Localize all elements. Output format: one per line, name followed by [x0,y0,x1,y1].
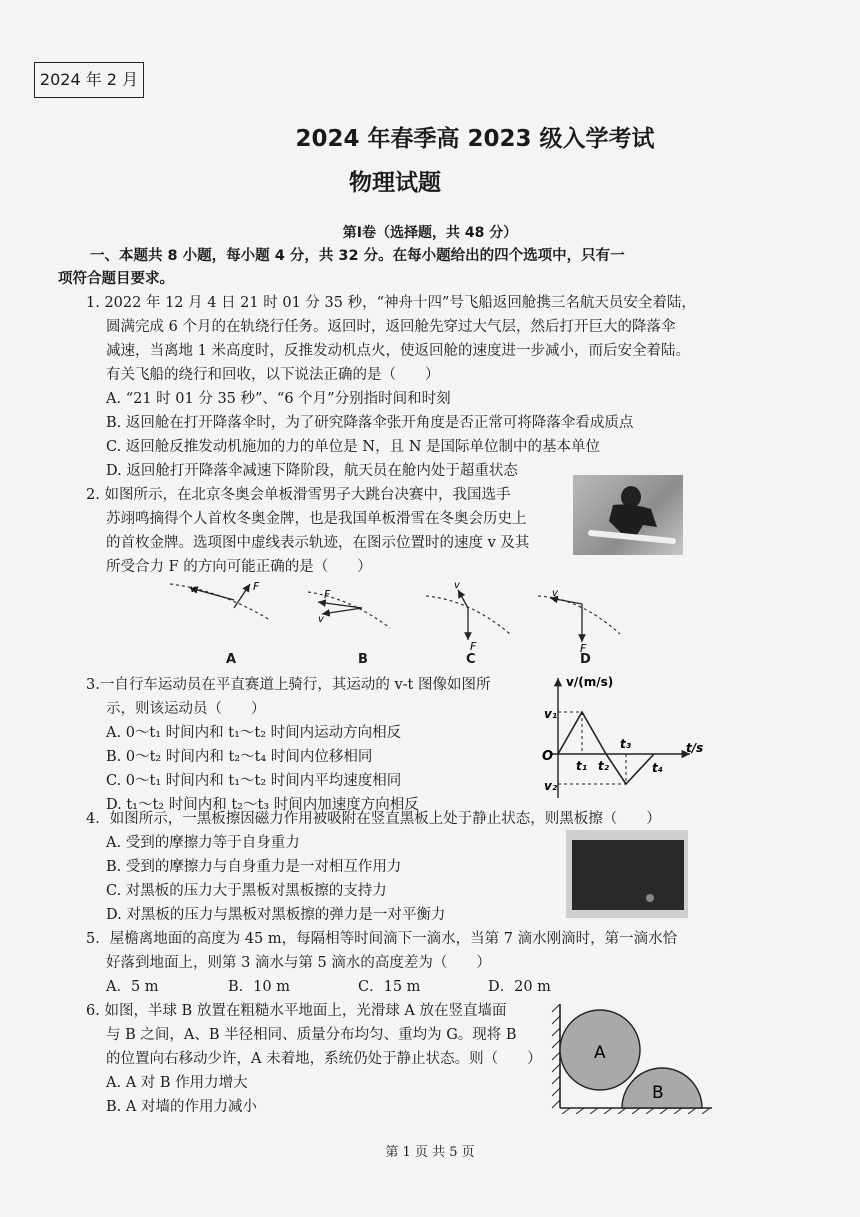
q1-option-b: B. 返回舱在打开降落伞时，为了研究降落伞张开角度是否正常可将降落伞看成质点 [106,415,634,431]
exam-subtitle: 物理试题 [349,170,441,196]
blackboard [572,840,684,910]
snowboarder-photo [573,475,683,555]
sphere-a-label: A [594,1043,606,1063]
q3-option-c: C. 0～t₁ 时间内和 t₁～t₂ 时间内平均速度相同 [106,773,402,789]
q4-option-d: D. 对黑板的压力与黑板对黑板擦的弹力是一对平衡力 [106,907,446,923]
section-title: 第Ⅰ卷（选择题，共 48 分） [342,225,518,241]
section-intro-line2: 项符合题目要求。 [58,271,174,287]
vt-ylabel: v/(m/s) [566,675,614,689]
q2-line: 2. 如图所示，在北京冬奥会单板滑雪男子大跳台决赛中，我国选手 [86,487,511,503]
q2-a-force-label: F [253,580,260,593]
q6-spheres-diagram [548,1004,716,1114]
q4-option-c: C. 对黑板的压力大于黑板对黑板擦的支持力 [106,883,387,899]
q3-line: 示，则该运动员（ ） [106,701,266,717]
q3-line: 3.一自行车运动员在平直赛道上骑行，其运动的 v-t 图像如图所 [86,677,491,693]
vt-t2: t₂ [598,759,609,773]
q1-option-a: A. “21 时 01 分 35 秒”、“6 个月”分别指时间和时刻 [106,391,451,407]
q4-option-a: A. 受到的摩擦力等于自身重力 [106,835,300,851]
q2-line: 所受合力 F 的方向可能正确的是（ ） [106,559,372,575]
q3-option-a: A. 0～t₁ 时间内和 t₁～t₂ 时间内运动方向相反 [106,725,402,741]
q1-option-d: D. 返回舱打开降落伞减速下降阶段，航天员在舱内处于超重状态 [106,463,518,479]
q4-line: 4．如图所示，一黑板擦因磁力作用被吸附在竖直黑板上处于静止状态，则黑板擦（ ） [86,811,661,827]
exam-title: 2024 年春季高 2023 级入学考试 [295,126,655,152]
q5-line: 好落到地面上，则第 3 滴水与第 5 滴水的高度差为（ ） [106,955,491,971]
q1-line: 圆满完成 6 个月的在轨绕行任务。返回时，返回舱先穿过大气层，然后打开巨大的降落伞 [106,319,676,335]
q2-line: 的首枚金牌。选项图中虚线表示轨迹，在图示位置时的速度 v 及其 [106,535,530,551]
q2-b-force-label: F [324,588,331,601]
section-intro-line1: 一、本题共 8 小题，每小题 4 分，共 32 分。在每小题给出的四个选项中，只有一 [90,248,625,264]
q2-line: 苏翊鸣摘得个人首枚冬奥金牌，也是我国单板滑雪在冬奥会历史上 [106,511,527,527]
q2-d-velocity-label: v [552,588,558,599]
q6-line: 的位置向右移动少许，A 未着地，系统仍处于静止状态。则（ ） [106,1051,542,1067]
vt-t1: t₁ [576,759,587,773]
q4-option-b: B. 受到的摩擦力与自身重力是一对相互作用力 [106,859,402,875]
q6-option-a: A. A 对 B 作用力增大 [106,1075,248,1091]
q2-b-velocity-label: v [318,614,324,625]
q2-d-force-label: F [580,642,587,655]
q3-option-d: D. t₁～t₂ 时间内和 t₂～t₃ 时间内加速度方向相反 [106,797,419,813]
q1-line: 有关飞船的绕行和回收，以下说法正确的是（ ） [106,367,440,383]
vt-t4: t₄ [652,761,663,775]
q2-c-velocity-label: v [454,580,460,591]
q6-option-b: B. A 对墙的作用力减小 [106,1099,257,1115]
q6-line: 与 B 之间，A、B 半径相同、质量分布均匀、重均为 G。现将 B [106,1027,517,1043]
q2-c-force-label: F [470,640,477,653]
q3-option-b: B. 0～t₂ 时间内和 t₂～t₄ 时间内位移相同 [106,749,373,765]
q5-line: 5．屋檐离地面的高度为 45 m，每隔相等时间滴下一滴水，当第 7 滴水刚滴时，第一滴水恰 [86,931,678,947]
hemisphere-b-label: B [652,1083,664,1103]
q5-option-a: A．5 m [106,979,159,995]
blackboard-photo [566,830,688,918]
q2-label-a: A [226,652,237,667]
q5-option-b: B．10 m [228,979,290,995]
q5-option-c: C．15 m [358,979,421,995]
q1-line: 减速，当离地 1 米高度时，反推发动机点火，使返回舱的速度进一步减小，而后安全着陆。 [106,343,690,359]
vt-xlabel: t/s [686,741,704,755]
q2-label-c: C [466,652,476,667]
q2-a-velocity-label: v [190,584,196,595]
snowboarder-figure [573,475,683,555]
q2-label-b: B [358,652,368,667]
date-label: 2024 年 2 月 [34,62,144,98]
vt-line [558,712,654,784]
vt-t3: t₃ [620,737,631,751]
q6-line: 6. 如图，半球 B 放置在粗糙水平地面上，光滑球 A 放在竖直墙面 [86,1003,507,1019]
eraser [646,894,654,902]
q5-option-d: D．20 m [488,979,551,995]
vt-v2: v₂ [544,779,558,793]
page-footer: 第 1 页 共 5 页 [385,1145,475,1160]
q2-label-d: D [580,652,591,667]
vt-origin: O [542,749,554,764]
vt-v1: v₁ [544,707,558,721]
q1-option-c: C. 返回舱反推发动机施加的力的单位是 N，且 N 是国际单位制中的基本单位 [106,439,600,455]
q1-line: 1. 2022 年 12 月 4 日 21 时 01 分 35 秒，“神舟十四”号飞船返回舱携三名航天员安全着陆， [86,295,696,311]
vt-graph [530,672,710,802]
